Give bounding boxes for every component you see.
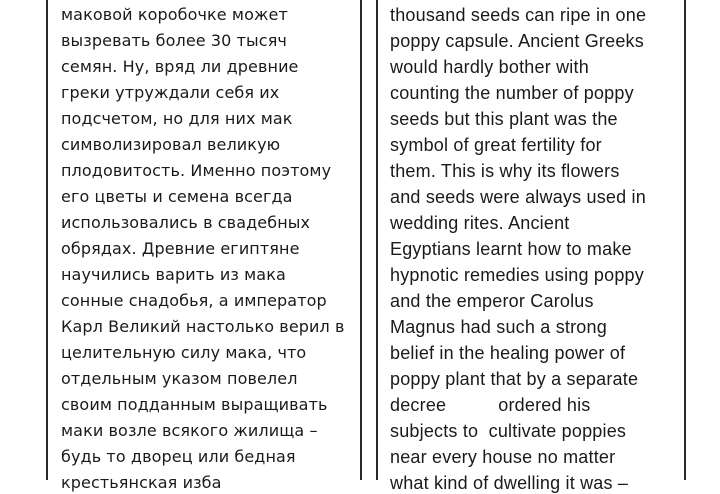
en-line: Magnus had such a strong bbox=[390, 317, 607, 337]
en-line: seeds but this plant was the bbox=[390, 109, 618, 129]
english-text-column bbox=[376, 0, 686, 493]
en-line: symbol of great fertility for bbox=[390, 135, 602, 155]
en-line: counting the number of poppy bbox=[390, 83, 634, 103]
russian-text-column bbox=[46, 0, 362, 492]
ru-line: научились варить из мака bbox=[61, 265, 286, 284]
ru-line: отдельным указом повелел bbox=[61, 369, 298, 388]
ru-line: сонные снадобья, а император bbox=[61, 291, 327, 310]
ru-line: своим подданным выращивать bbox=[61, 395, 328, 414]
en-line: and seeds were always used in bbox=[390, 187, 646, 207]
en-line: poppy plant that by a separate bbox=[390, 369, 639, 389]
en-line: subjects to cultivate poppies bbox=[390, 421, 627, 441]
en-line: near every house no matter bbox=[390, 447, 616, 467]
ru-line: плодовитость. Именно поэтому bbox=[61, 161, 332, 180]
ru-line: его цветы и семена всегда bbox=[61, 187, 293, 206]
ru-line: целительную силу мака, что bbox=[61, 343, 307, 362]
ru-line: символизировал великую bbox=[61, 135, 281, 154]
en-line: and the emperor Carolus bbox=[390, 291, 594, 311]
ru-line: маки возле всякого жилища – bbox=[61, 421, 318, 440]
ru-line: вызревать более 30 тысяч bbox=[61, 31, 287, 50]
ru-line: крестьянская изба bbox=[61, 473, 222, 492]
en-line: decree ordered his bbox=[390, 395, 591, 415]
en-line: would hardly bother with bbox=[390, 57, 589, 77]
ru-line: подсчетом, но для них мак bbox=[61, 109, 293, 128]
ru-line: обрядах. Древние египтяне bbox=[61, 239, 300, 258]
ru-line: использовались в свадебных bbox=[61, 213, 311, 232]
ru-line: семян. Ну, вряд ли древние bbox=[61, 57, 299, 76]
en-line: them. This is why its flowers bbox=[390, 161, 620, 181]
en-line: belief in the healing power of bbox=[390, 343, 626, 363]
ru-line: греки утруждали себя их bbox=[61, 83, 280, 102]
en-line: thousand seeds can ripe in one bbox=[390, 5, 647, 25]
en-line: Egyptians learnt how to make bbox=[390, 239, 632, 259]
ru-line: будь то дворец или бедная bbox=[61, 447, 296, 466]
ru-line: Карл Великий настолько верил в bbox=[61, 317, 345, 336]
en-line: poppy capsule. Ancient Greeks bbox=[390, 31, 644, 51]
en-line: what kind of dwelling it was – bbox=[390, 473, 629, 493]
ru-line: маковой коробочке может bbox=[61, 5, 288, 24]
en-line: hypnotic remedies using poppy bbox=[390, 265, 644, 285]
en-line: wedding rites. Ancient bbox=[390, 213, 570, 233]
